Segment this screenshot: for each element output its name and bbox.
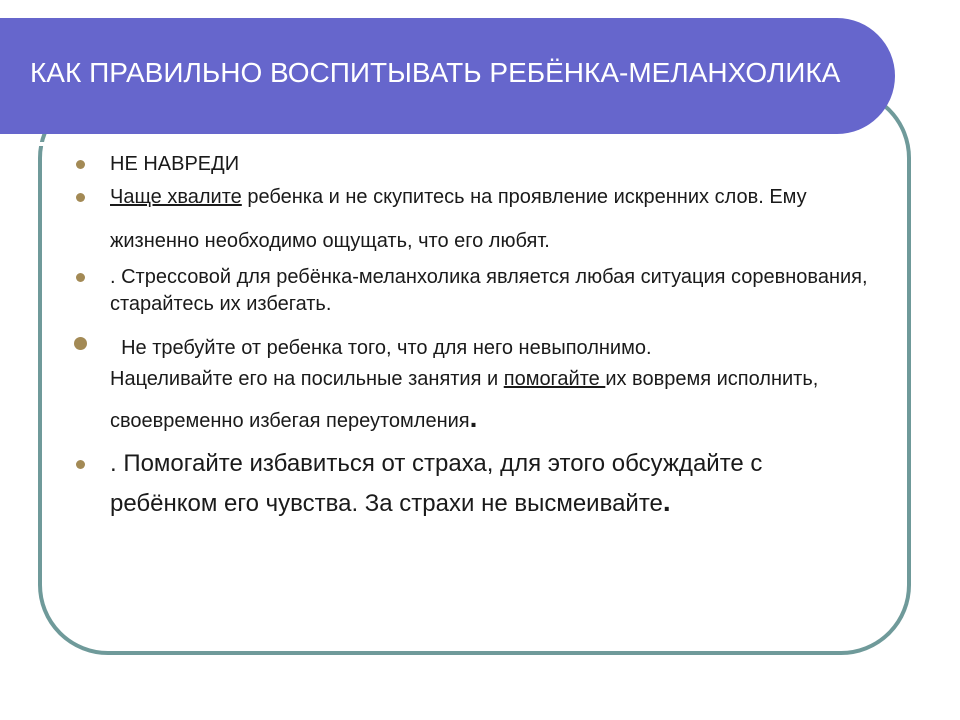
underlined-phrase: помогайте xyxy=(503,368,606,390)
bullet-item-feasible-demands xyxy=(68,334,868,442)
bullet-dot-icon xyxy=(76,273,85,282)
title-bar xyxy=(0,18,895,134)
bullet-dot-icon xyxy=(76,460,85,469)
bullet-text: НЕ НАВРЕДИ xyxy=(110,153,240,175)
bullet-text: ребенка и не скупитесь на проявление искренних слов. Ему жизненно необходимо ощущать, что его любят. xyxy=(110,186,807,252)
bullet-item-avoid-competition xyxy=(68,264,868,318)
bullet-dot-icon xyxy=(74,337,87,350)
end-mark: . xyxy=(469,402,478,433)
bullet-dot-icon xyxy=(76,160,85,169)
underlined-phrase: Чаще хвалите xyxy=(110,186,242,208)
slide-title: КАК ПРАВИЛЬНО ВОСПИТЫВАТЬ РЕБЁНКА-МЕЛАНХОЛИКА xyxy=(30,57,841,88)
bullet-text: . Помогайте избавиться от страха, для этого обсуждайте с ребёнком его чувства. За страхи не высмеивайте xyxy=(110,450,763,517)
end-mark: . xyxy=(662,486,671,517)
bullet-dot-icon xyxy=(76,193,85,202)
bullet-item-praise xyxy=(68,175,868,263)
bullet-list xyxy=(68,146,868,524)
bullet-text: Нацеливайте его на посильные занятия и xyxy=(110,368,504,390)
bullet-item-overcome-fear xyxy=(68,444,868,524)
bullet-text: их вовремя исполнить, своевременно избегая переутомления xyxy=(110,368,819,432)
bullet-text: . Стрессовой для ребёнка-меланхолика является любая ситуация соревнования, старайтесь их избегать. xyxy=(110,266,868,315)
bullet-text-line-1: Не требуйте от ребенка того, что для него невыполнимо. xyxy=(110,337,652,359)
bullet-text-rest xyxy=(110,358,868,442)
bullet-item-do-no-harm xyxy=(68,151,868,177)
